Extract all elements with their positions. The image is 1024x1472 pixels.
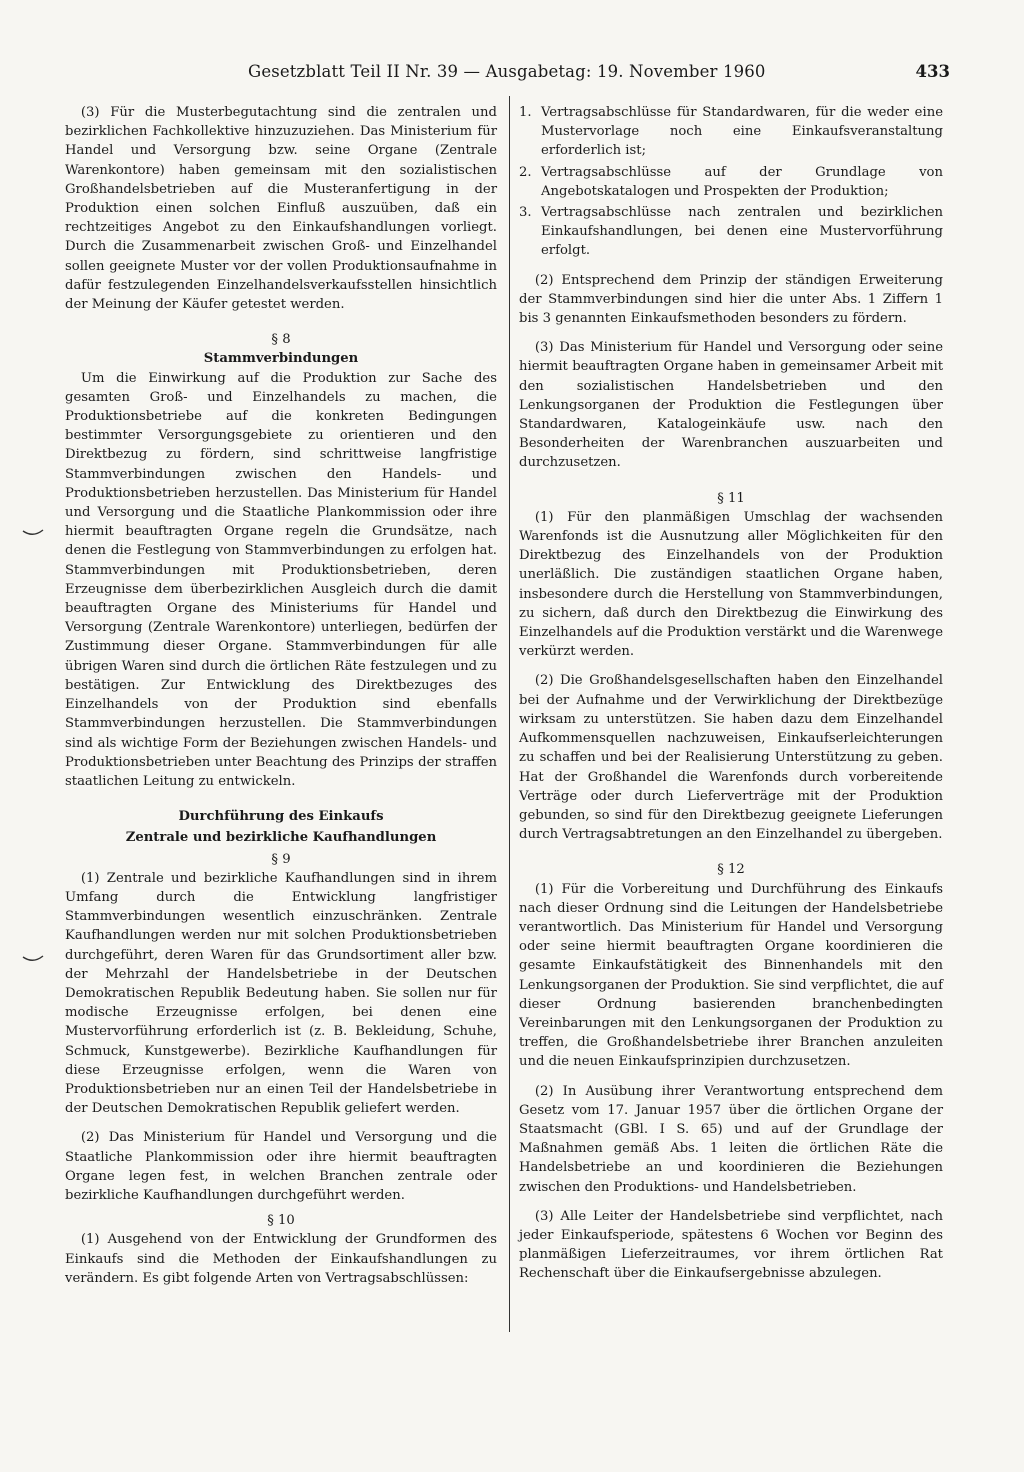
list-item-text: Vertragsabschlüsse für Standardwaren, für die weder eine Mustervorlage noch eine Einkaufsveranstaltung erforderlich ist; <box>541 105 943 159</box>
list-item <box>519 163 943 201</box>
section-number: § 8 <box>271 332 291 348</box>
header-title: Gesetzblatt Teil II Nr. 39 — Ausgabetag: 19. November 1960 <box>248 62 766 81</box>
column-divider <box>509 96 510 1332</box>
paragraph: (2) Die Großhandelsgesellschaften haben den Einzelhandel bei der Aufnahme und der Verwirklichung der Direktbezüge wirksam zu unterstützen. Sie haben dazu dem Einzelhandel Aufkommensquellen nachzuweisen, Einkaufserleichterungen zu schaffen und bei der Realisierung Unterstützung zu geben. Hat der Großhandel die Warenfonds durch vorbereitende Verträge oder durch Lieferverträge mit der Produktion gebunden, so sind für den Direktbezug geeignete Lieferungen durch Vertragsabtretungen an den Einzelhandel zu übergeben. <box>519 673 943 843</box>
list-item-number: 1. <box>519 105 532 120</box>
paragraph: (1) Zentrale und bezirkliche Kaufhandlungen sind in ihrem Umfang durch die Entwicklung langfristiger Stammverbindungen wesentlich einzuschränken. Zentrale Kaufhandlungen werden nur mit solchen Produktionsbetrieben durchgeführt, deren Waren für das Grundsortiment aller bzw. der Mehrzahl der Handelsbetriebe in der Deutschen Demokratischen Republik Bedeutung haben. Sie sollen nur für modische Erzeugnisse erfolgen, bei denen eine Mustervorführung erforderlich ist (z. B. Bekleidung, Schuhe, Schmuck, Kunstgewerbe). Bezirkliche Kaufhandlungen für diese Erzeugnisse erfolgen, wenn die Waren von Produktionsbetrieben nur an einen Teil der Handelsbetriebe in der Deutschen Demokratischen Republik geliefert werden. <box>65 870 497 1117</box>
section-title: Stammverbindungen <box>203 351 359 367</box>
paragraph: Um die Einwirkung auf die Produktion zur Sache des gesamten Groß- und Einzelhandels zu machen, die Produktionsbetriebe auf die konkreten Bedingungen bestimmter Versorgungsgebiete zu orientieren und den Direktbezug zu fördern, sind schrittweise langfristige Stammverbindungen zwischen den Handels- und Produktionsbetrieben herzustellen. Das Ministerium für Handel und Versorgung und die Staatliche Plankommission oder ihre hiermit beauftragten Organe regeln die Grundsätze, nach denen die Festlegung von Stammverbindungen zu erfolgen hat. Stammverbindungen mit Produktionsbetrieben, deren Erzeugnisse dem überbezirklichen Ausgleich durch die damit beauftragten Organe des Ministeriums für Handel und Versorgung (Zentrale Warenkontore) unterliegen, bedürfen der Zustimmung dieser Organe. Stammverbindungen für alle übrigen Waren sind durch die örtlichen Räte festzulegen und zu bestätigen. Zur Entwicklung des Direktbezuges des Einzelhandels von der Produktion sind ebenfalls Stammverbindungen herzustellen. Die Stammverbindungen sind als wichtige Form der Beziehungen zwischen Handels- und Produktionsbetrieben unter Beachtung des Prinzips der straffen staatlichen Leitung zu entwickeln. <box>65 370 497 789</box>
section-number: § 10 <box>267 1213 295 1229</box>
list-item-number: 3. <box>519 205 532 221</box>
margin-tick-mark <box>22 954 44 964</box>
contract-types-list <box>519 103 943 261</box>
right-column <box>519 103 943 1294</box>
paragraph: (2) In Ausübung ihrer Verantwortung entsprechend dem Gesetz vom 17. Januar 1957 über die örtlichen Organe der Staatsmacht (GBl. I S. 65) und auf der Grundlage der Maßnahmen gemäß Abs. 1 leiten die örtlichen Räte die Handelsbetriebe an und koordinieren die Beziehungen zwischen den Produktions- und Handelsbetrieben. <box>519 1083 943 1195</box>
paragraph: (1) Für die Vorbereitung und Durchführung des Einkaufs nach dieser Ordnung sind die Leitungen der Handelsbetriebe verantwortlich. Das Ministerium für Handel und Versorgung oder seine hiermit beauftragten Organe koordinieren die gesamte Einkaufstätigkeit des Binnenhandels mit den Lenkungsorganen der Produktion. Sie sind verpflichtet, die auf dieser Ordnung basierenden branchenbedingten Vereinbarungen mit den Lenkungsorganen der Produktion zu treffen, die Großhandelsbetriebe ihrer Branchen anzuleiten und die neuen Einkaufsprinzipien durchzusetzen. <box>519 881 943 1070</box>
section-number: § 12 <box>717 862 745 878</box>
left-column <box>65 103 497 1298</box>
page-number: 433 <box>915 62 950 81</box>
paragraph: (3) Alle Leiter der Handelsbetriebe sind verpflichtet, nach jeder Einkaufsperiode, spätestens 6 Wochen vor Beginn des planmäßigen Lieferzeitraumes, vor ihrem örtlichen Rat Rechenschaft über die Einkaufsergebnisse abzulegen. <box>519 1208 943 1282</box>
paragraph: (2) Das Ministerium für Handel und Versorgung und die Staatliche Plankommission oder ihre hiermit beauftragten Organe legen fest, in welchen Branchen zentrale oder bezirkliche Kaufhandlungen durchgeführt werden. <box>65 1130 497 1203</box>
paragraph: (3) Das Ministerium für Handel und Versorgung oder seine hiermit beauftragten Organe haben in gemeinsamer Arbeit mit den sozialistischen Handelsbetrieben und den Lenkungsorganen der Produktion die Festlegungen über Standardwaren, Katalogeinkäufe usw. nach den Besonderheiten der Warenbranchen auszuarbeiten und durchzusetzen. <box>519 340 943 471</box>
list-item-number: 2. <box>519 164 532 180</box>
section-heading: Durchführung des Einkaufs <box>178 809 384 825</box>
list-item-text: Vertragsabschlüsse nach zentralen und bezirklichen Einkaufshandlungen, bei denen eine Mustervorführung erfolgt. <box>541 205 943 259</box>
page-header <box>70 58 950 88</box>
paragraph: (1) Für den planmäßigen Umschlag der wachsenden Warenfonds ist die Ausnutzung aller Möglichkeiten für den Direktbezug des Einzelhandels von der Produktion unerläßlich. Die zuständigen staatlichen Organe haben, insbesondere durch die Herstellung von Stammverbindungen, zu sichern, daß durch den Direktbezug die Einwirkung des Einzelhandels auf die Produktion verstärkt und die Warenwege verkürzt werden. <box>519 509 943 660</box>
section-subheading: Zentrale und bezirkliche Kaufhandlungen <box>125 830 437 846</box>
margin-tick-mark <box>22 528 44 538</box>
section-number: § 11 <box>717 490 745 506</box>
list-item <box>519 203 943 261</box>
section-number: § 9 <box>271 851 291 867</box>
list-item <box>519 103 943 161</box>
paragraph: (2) Entsprechend dem Prinzip der ständigen Erweiterung der Stammverbindungen sind hier die unter Abs. 1 Ziffern 1 bis 3 genannten Einkaufsmethoden besonders zu fördern. <box>519 272 943 327</box>
list-item-text: Vertragsabschlüsse auf der Grundlage von Angebotskatalogen und Prospekten der Produktion; <box>541 164 943 199</box>
paragraph: (3) Für die Musterbegutachtung sind die zentralen und bezirklichen Fachkollektive hinzuzuziehen. Das Ministerium für Handel und Versorgung bzw. seine Organe (Zentrale Warenkontore) haben gemeinsam mit den sozialistischen Großhandelsbetrieben auf die Musteranfertigung in der Produktion einen solchen Einfluß auszuüben, daß ein rechtzeitiges Angebot zu den Einkaufshandlungen vorliegt. Durch die Zusammenarbeit zwischen Groß- und Einzelhandel sollen geeignete Muster vor der vollen Produktionsaufnahme in dafür festzulegenden Einzelhandelsverkaufsstellen hinsichtlich der Meinung der Käufer getestet werden. <box>65 105 497 313</box>
paragraph: (1) Ausgehend von der Entwicklung der Grundformen des Einkaufs sind die Methoden der Einkaufshandlungen zu verändern. Es gibt folgende Arten von Vertragsabschlüssen: <box>65 1232 497 1286</box>
